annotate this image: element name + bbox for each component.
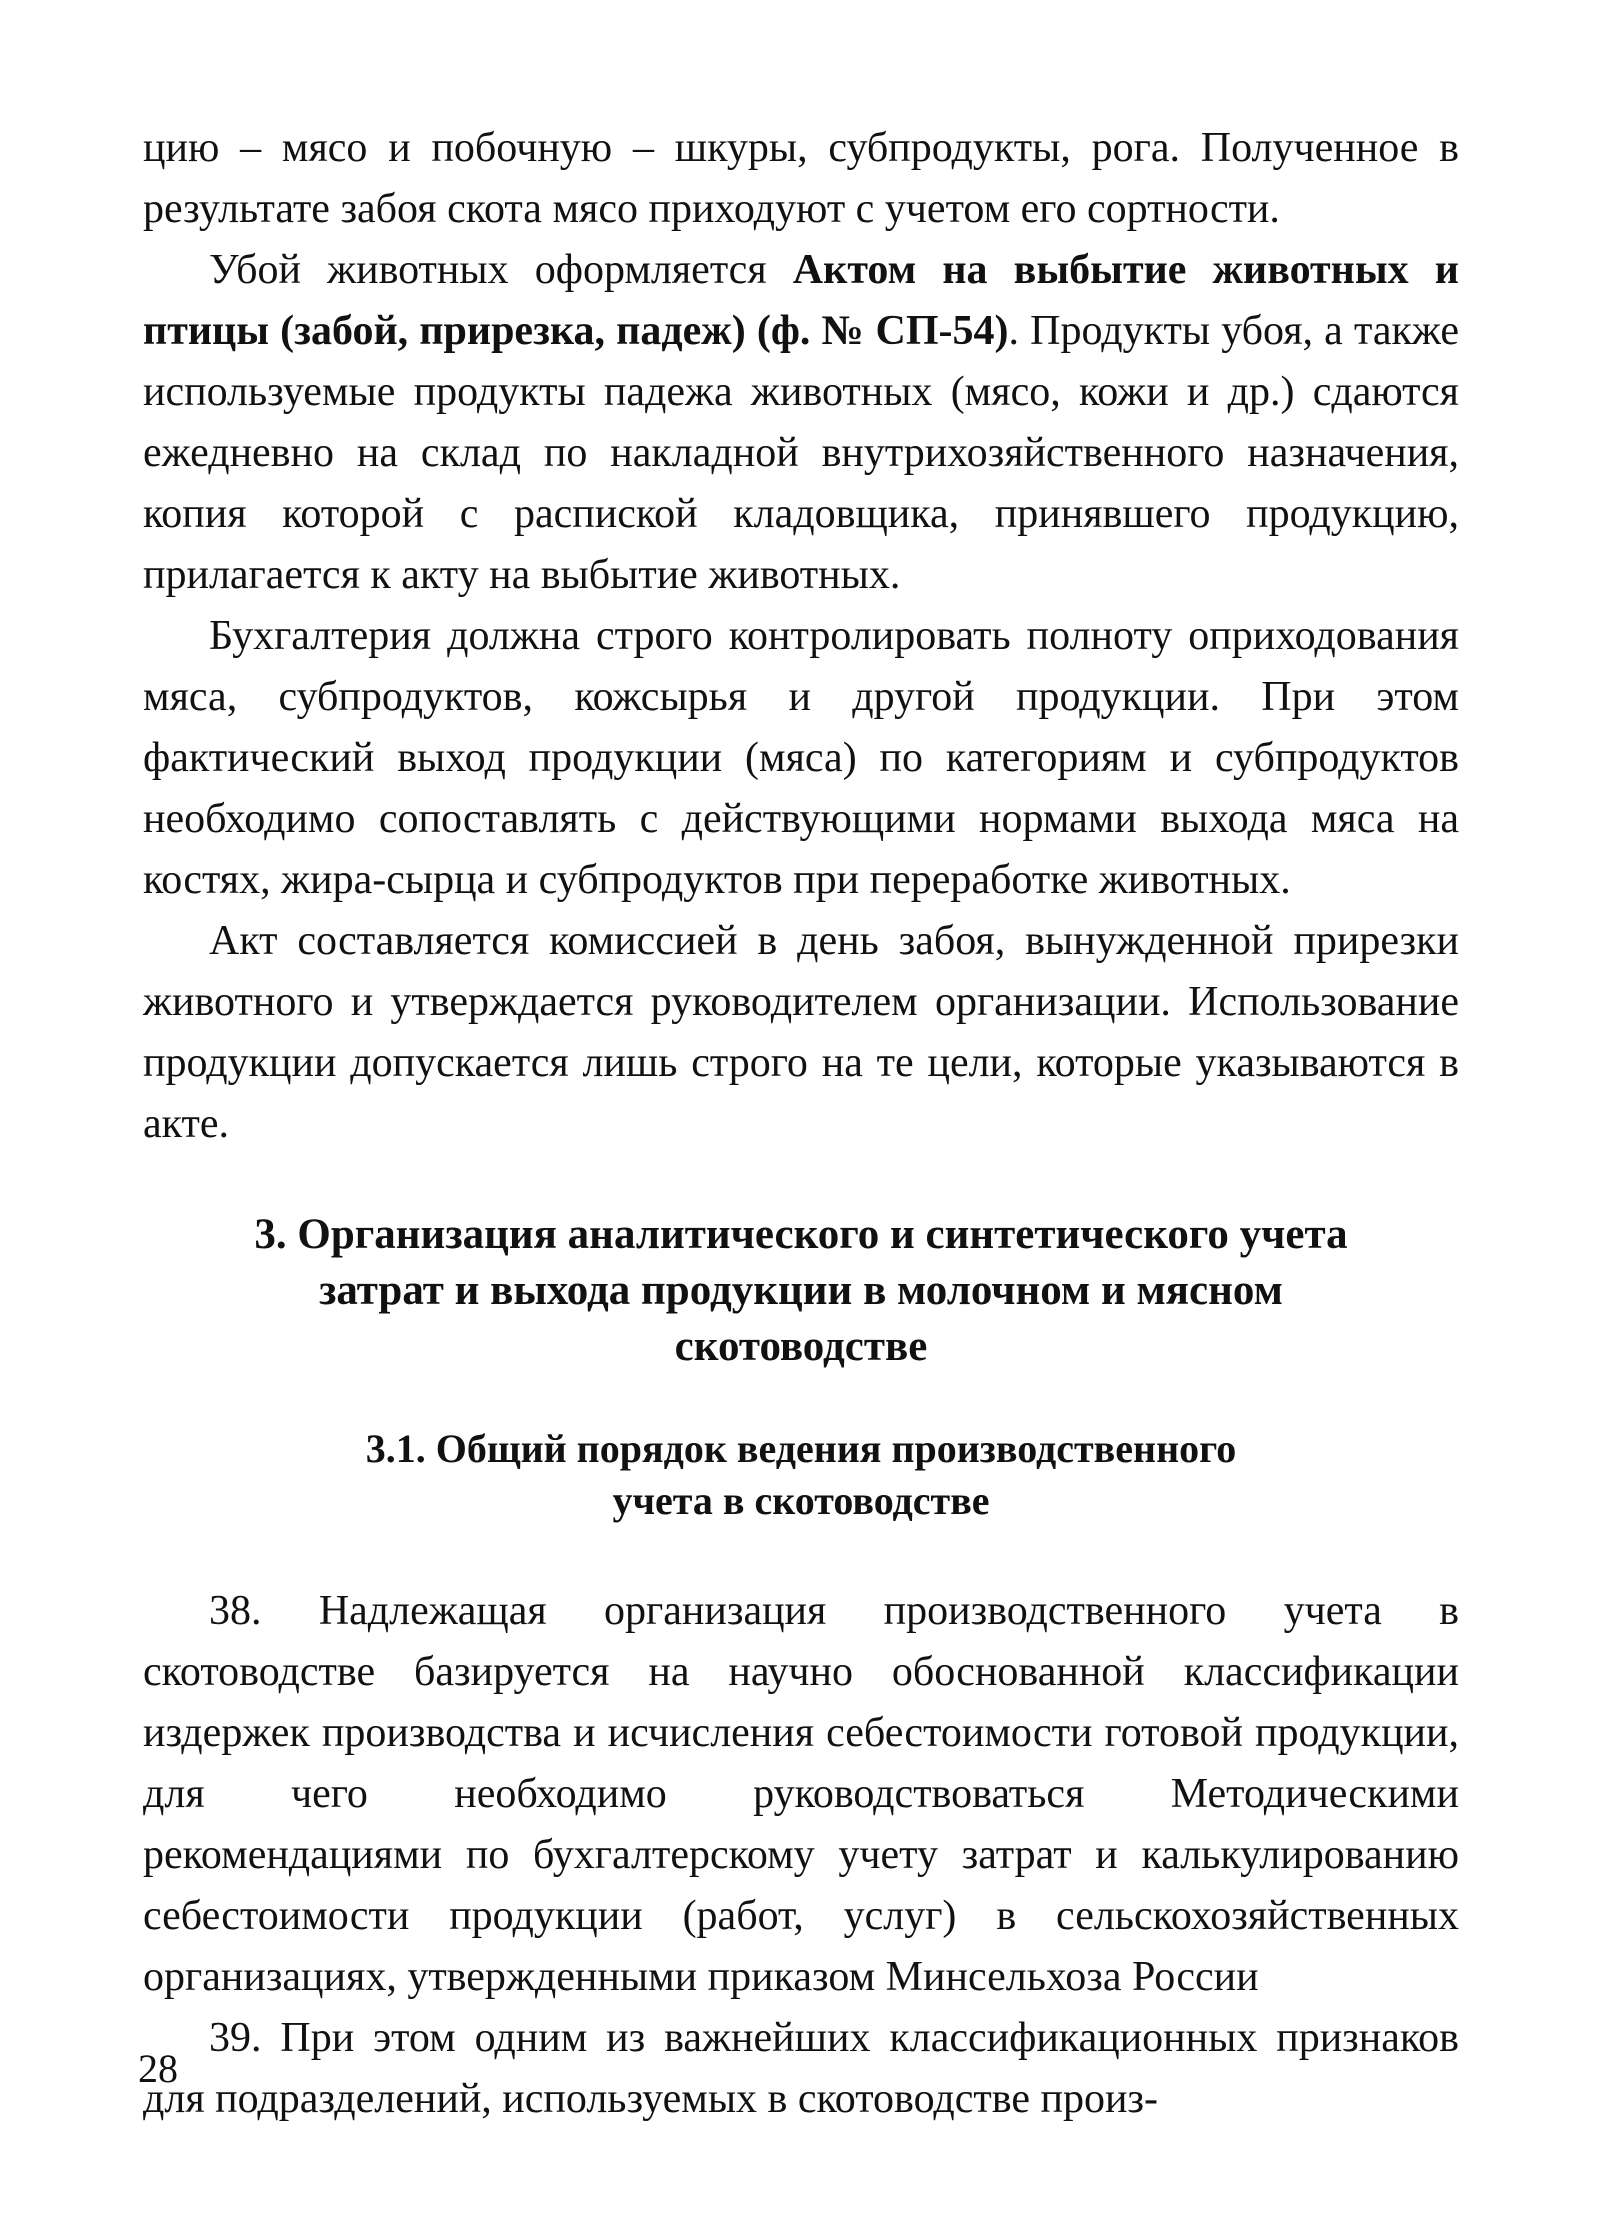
form-name-bold: Актом на выбытие животных и птицы (забой, прирезка, падеж) (ф. № СП-54) (143, 247, 1460, 354)
section-heading-line2: затрат и выхода продукции в молочном и мясном (319, 1267, 1283, 1314)
paragraph-39: 39. При этом одним из важнейших классификационных признаков для подразделений, используемых в скотоводстве произ- (143, 2015, 1459, 2122)
subsection-heading-line1: 3.1. Общий порядок ведения производственного (365, 1426, 1237, 1471)
section-heading (143, 1207, 1459, 1375)
slaughter-rest: . Продукты убоя, а также используемые продукты падежа животных (мясо, кожи и др.) сдаются ежедневно на склад по накладной внутрихозяйственного назначения, копия которой с распиской кладовщика, принявшего продукцию, прилагается к акту на выбытие животных. (143, 308, 1459, 598)
page-number: 28 (138, 2046, 178, 2091)
paragraph-accounting: Бухгалтерия должна строго контролировать полноту оприходования мяса, субпродуктов, кожсырья и другой продукции. При этом фактический выход продукции (мяса) по категориям и субпродуктов необходимо сопоставлять с действующими нормами выхода мяса на костях, жира-сырца и субпродуктов при переработке животных. (143, 613, 1459, 903)
paragraph-38: 38. Надлежащая организация производственного учета в скотоводстве базируется на научно обоснованной классификации издержек производства и исчисления себестоимости готовой продукции, для чего необходимо руководствоваться Методическими рекомендациями по бухгалтерскому учету затрат и калькулированию себестоимости продукции (работ, услуг) в сельскохозяйственных организациях, утвержденными приказом Минсельхоза России (143, 1588, 1459, 2000)
section-heading-line3: скотоводстве (674, 1323, 928, 1370)
subsection-heading (143, 1423, 1459, 1527)
section-heading-line1: 3. Организация аналитического и синтетического учета (254, 1211, 1348, 1258)
page-content (143, 118, 1459, 2130)
paragraph-slaughter (143, 240, 1459, 606)
paragraph-act: Акт составляется комиссией в день забоя, вынужденной прирезки животного и утверждается руководителем организации. Использование продукции допускается лишь строго на те цели, которые указываются в акте. (143, 918, 1459, 1147)
paragraph-continued: цию – мясо и побочную – шкуры, субпродукты, рога. Полученное в результате забоя скота мясо приходуют с учетом его сортности. (143, 125, 1459, 232)
subsection-heading-line2: учета в скотоводстве (612, 1478, 990, 1523)
slaughter-intro: Убой животных оформляется (209, 247, 793, 293)
